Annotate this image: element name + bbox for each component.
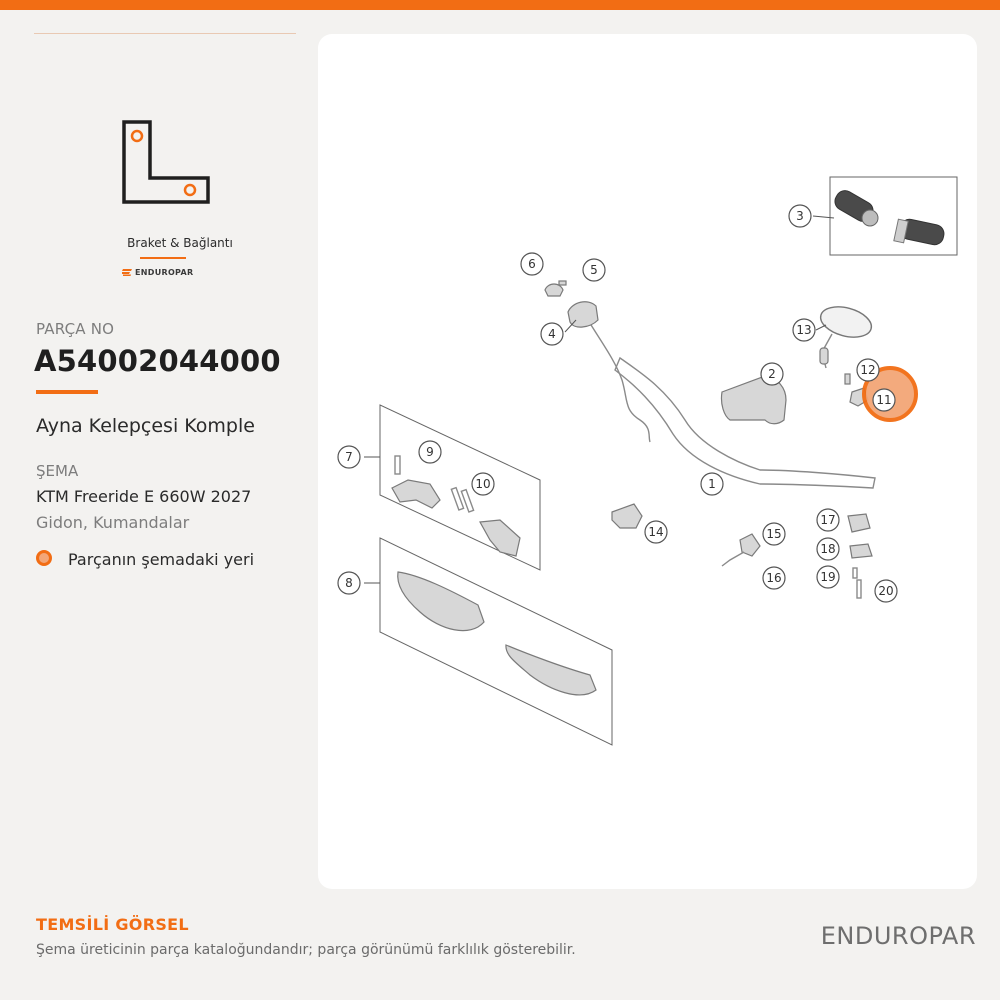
callout-6[interactable]: [521, 253, 543, 275]
handlebar-drawing: [615, 358, 875, 488]
legend-marker-icon: [36, 550, 52, 566]
screw-12-drawing: [845, 374, 850, 384]
parts-diagram: [318, 34, 977, 889]
callout-3[interactable]: [789, 205, 811, 227]
category-brand-label: ENDUROPAR: [135, 268, 194, 277]
grip-left-drawing: [832, 187, 878, 226]
mirror-drawing: [817, 302, 874, 368]
callout-label-18: 18: [820, 542, 836, 556]
callout-17[interactable]: [817, 509, 839, 531]
callout-label-13: 13: [796, 323, 812, 337]
callout-label-8: 8: [345, 576, 353, 590]
diagram-card: [318, 34, 977, 889]
callout-5[interactable]: [583, 259, 605, 281]
callout-10[interactable]: [472, 473, 494, 495]
callout-label-2: 2: [768, 367, 776, 381]
schema-model: KTM Freeride E 660W 2027: [36, 487, 252, 506]
callout-18[interactable]: [817, 538, 839, 560]
callout-label-12: 12: [860, 363, 876, 377]
callout-label-1: 1: [708, 477, 716, 491]
callout-14[interactable]: [645, 521, 667, 543]
part-name: Ayna Kelepçesi Komple: [36, 415, 255, 437]
clamp-6-drawing: [545, 284, 563, 296]
callout-label-17: 17: [820, 513, 836, 527]
throttle-cable-drawing: [588, 320, 650, 442]
callout-1[interactable]: [701, 473, 723, 495]
callout-7[interactable]: [338, 446, 360, 468]
callout-label-15: 15: [766, 527, 782, 541]
screw-5-drawing: [559, 281, 566, 285]
callout-20[interactable]: [875, 580, 897, 602]
left-divider: [34, 33, 296, 34]
callout-9[interactable]: [419, 441, 441, 463]
callout-label-3: 3: [796, 209, 804, 223]
callout-4[interactable]: [541, 323, 563, 345]
schema-label: ŞEMA: [36, 462, 79, 480]
legend-text: Parçanın şemadaki yeri: [68, 550, 255, 569]
callout-label-9: 9: [426, 445, 434, 459]
handguard-right-drawing: [506, 645, 596, 695]
switch-14-drawing: [612, 504, 642, 528]
enduropar-logo-icon: [122, 269, 132, 276]
callout-label-20: 20: [878, 584, 894, 598]
clamp-17-drawing: [848, 514, 870, 532]
clamp-18-drawing: [850, 544, 872, 558]
grip-right-drawing: [894, 218, 946, 247]
category-brand: [122, 268, 193, 277]
part-number: A54002044000: [34, 344, 281, 378]
top-accent-bar: [0, 0, 1000, 10]
callout-11[interactable]: [873, 389, 895, 411]
category-name: Braket & Bağlantı: [127, 236, 233, 250]
callout-label-14: 14: [648, 525, 664, 539]
box-8-frame: [380, 538, 612, 745]
callout-15[interactable]: [763, 523, 785, 545]
footer-title: TEMSİLİ GÖRSEL: [36, 915, 189, 934]
bracket-10-drawing: [480, 520, 520, 556]
footer-note: Şema üreticinin parça kataloğundandır; parça görünümü farklılık gösterebilir.: [36, 942, 576, 958]
schema-group: Gidon, Kumandalar: [36, 513, 190, 532]
callout-16[interactable]: [763, 567, 785, 589]
callout-label-16: 16: [766, 571, 782, 585]
callout-label-4: 4: [548, 327, 556, 341]
callout-2[interactable]: [761, 363, 783, 385]
partno-label: PARÇA NO: [36, 320, 115, 338]
callout-label-10: 10: [475, 477, 491, 491]
handguard-left-drawing: [398, 572, 484, 631]
bolt-7-drawing: [395, 456, 400, 474]
screw-20-drawing: [857, 580, 861, 598]
callout-19[interactable]: [817, 566, 839, 588]
callout-8[interactable]: [338, 572, 360, 594]
partno-underline: [36, 390, 98, 394]
category-underline: [140, 257, 186, 259]
callout-label-7: 7: [345, 450, 353, 464]
callout-label-11: 11: [876, 393, 892, 407]
wire-16-drawing: [722, 552, 744, 566]
callout-12[interactable]: [857, 359, 879, 381]
footer-brand: ENDUROPAR: [820, 922, 976, 950]
callout-label-5: 5: [590, 263, 598, 277]
callout-label-6: 6: [528, 257, 536, 271]
bracket-icon: [114, 112, 222, 210]
callout-13[interactable]: [793, 319, 815, 341]
callout-label-19: 19: [820, 570, 836, 584]
screw-19-drawing: [853, 568, 857, 578]
